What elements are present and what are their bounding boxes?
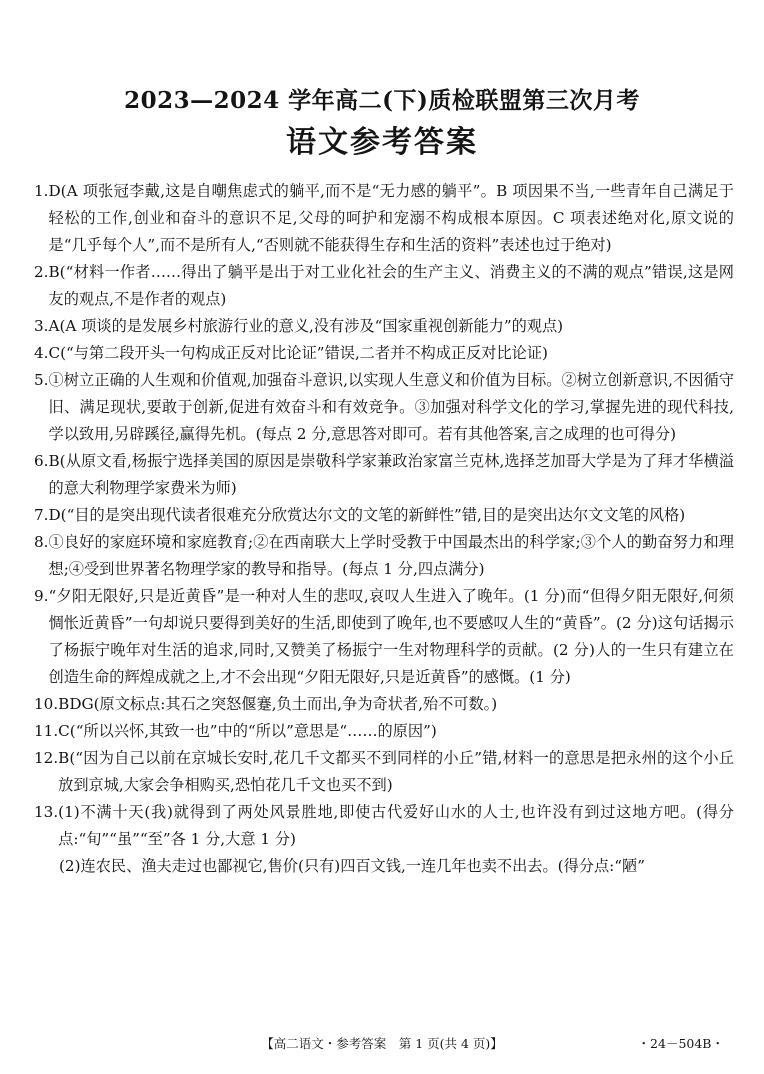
answer-text: A(A 项谈的是发展乡村旅游行业的意义,没有涉及“国家重视创新能力”的观点): [48, 317, 564, 335]
answer-text: B(“因为自己以前在京城长安时,花几千文都买不到同样的小丘”错,材料一的意思是把永州的这个小丘放到京城,大家会争相购买,恐怕花几千文也买不到): [58, 749, 734, 794]
answer-text: ①良好的家庭环境和家庭教育;②在西南联大上学时受教于中国最杰出的科学家;③个人的勤奋努力和理想;④受到世界著名物理学家的教导和指导。(每点 1 分,四点满分): [48, 533, 734, 578]
answer-item-11: [34, 718, 734, 745]
answer-item-4: [34, 340, 734, 367]
page-title: 语文参考答案: [286, 125, 478, 160]
answer-item-1: [34, 178, 734, 259]
answer-text: C(“与第二段开头一句构成正反对比论证”错误,二者并不构成正反对比论证): [48, 344, 548, 362]
answer-text: B(“材料一作者……得出了躺平是出于对工业化社会的生产主义、消费主义的不满的观点”错误,这是网友的观点,不是作者的观点): [48, 263, 734, 308]
answer-text: (1)不满十天(我)就得到了两处风景胜地,即使古代爱好山水的人士,也许没有到过这地方吧。(得分点:“旬”“虽”“至”各 1 分,大意 1 分): [58, 803, 734, 848]
answer-text: BDG(原文标点:其石之突怒偃蹇,负土而出,争为奇状者,殆不可数。): [58, 695, 498, 713]
answer-list: [34, 178, 734, 880]
answer-item-6: [34, 448, 734, 502]
answer-item-12: [34, 745, 734, 799]
answer-text: (2)连农民、渔夫走过也鄙视它,售价(只有)四百文钱,一连几年也卖不出去。(得分点:“陋”: [59, 857, 645, 875]
answer-number: 9.: [34, 587, 49, 605]
answer-number: 13.: [34, 803, 59, 821]
answer-number: 6.: [34, 452, 49, 470]
answer-number: 5.: [34, 371, 49, 389]
answer-text: D(A 项张冠李戴,这是自嘲焦虑式的躺平,而不是“无力感的躺平”。B 项因果不当,一些青年自己满足于轻松的工作,创业和奋斗的意识不足,父母的呵护和宠溺不构成根本原因。C 项表述绝对化,原文说的是“几乎每个人”,而不是所有人,“否则就不能获得生存和生活的资料”表述也过于绝对): [48, 182, 734, 254]
answer-item-10: [34, 691, 734, 718]
answer-text: D(“目的是突出现代读者很难充分欣赏达尔文的文笔的新鲜性”错,目的是突出达尔文文笔的风格): [48, 506, 686, 524]
answer-number: [34, 853, 59, 880]
answer-number: 12.: [34, 749, 59, 767]
answer-text: C(“所以兴怀,其致一也”中的“所以”意思是“……的原因”): [58, 722, 437, 740]
answer-item-8: [34, 529, 734, 583]
footer-code: ・24－504B・: [637, 1036, 724, 1051]
answer-item-13: [34, 799, 734, 853]
answer-number: 4.: [34, 344, 49, 362]
answer-text: B(从原文看,杨振宁选择美国的原因是崇敬科学家兼政治家富兰克林,选择芝加哥大学是为了拜才华横溢的意大利物理学家费米为师): [48, 452, 734, 497]
answer-number: 8.: [34, 533, 49, 551]
answer-item-7: [34, 502, 734, 529]
answer-number: 1.: [34, 182, 49, 200]
answer-item-3: [34, 313, 734, 340]
answer-item-13-part-2: [34, 853, 734, 880]
answer-number: 10.: [34, 695, 59, 713]
answer-number: 2.: [34, 263, 49, 281]
answer-number: 3.: [34, 317, 49, 335]
page-footer: [0, 1034, 764, 1056]
footer-page-info: 【高二语文・参考答案 第 1 页(共 4 页)】: [261, 1036, 503, 1051]
answer-item-2: [34, 259, 734, 313]
exam-title: 2023—2024 学年高二(下)质检联盟第三次月考: [124, 87, 640, 114]
answer-number: 7.: [34, 506, 49, 524]
answer-text: “夕阳无限好,只是近黄昏”是一种对人生的悲叹,哀叹人生进入了晚年。(1 分)而“但得夕阳无限好,何须惆怅近黄昏”一句却说只要得到美好的生活,即使到了晚年,也不要感叹人生的“黄昏”。(2 分)这句话揭示了杨振宁晚年对生活的追求,同时,又赞美了杨振宁一生对物理科学的贡献。(2 分)人的一生只有建立在创造生命的辉煌成就之上,才不会出现“夕阳无限好,只是近黄昏”的感慨。(1 分): [48, 587, 734, 686]
answer-item-9: [34, 583, 734, 691]
answer-item-5: [34, 367, 734, 448]
answer-text: ①树立正确的人生观和价值观,加强奋斗意识,以实现人生意义和价值为目标。②树立创新意识,不因循守旧、满足现状,要敢于创新,促进有效奋斗和有效竞争。③加强对科学文化的学习,掌握先进的现代科技,学以致用,另辟蹊径,赢得先机。(每点 2 分,意思答对即可。若有其他答案,言之成理的也可得分): [48, 371, 734, 443]
answer-number: 11.: [34, 722, 59, 740]
